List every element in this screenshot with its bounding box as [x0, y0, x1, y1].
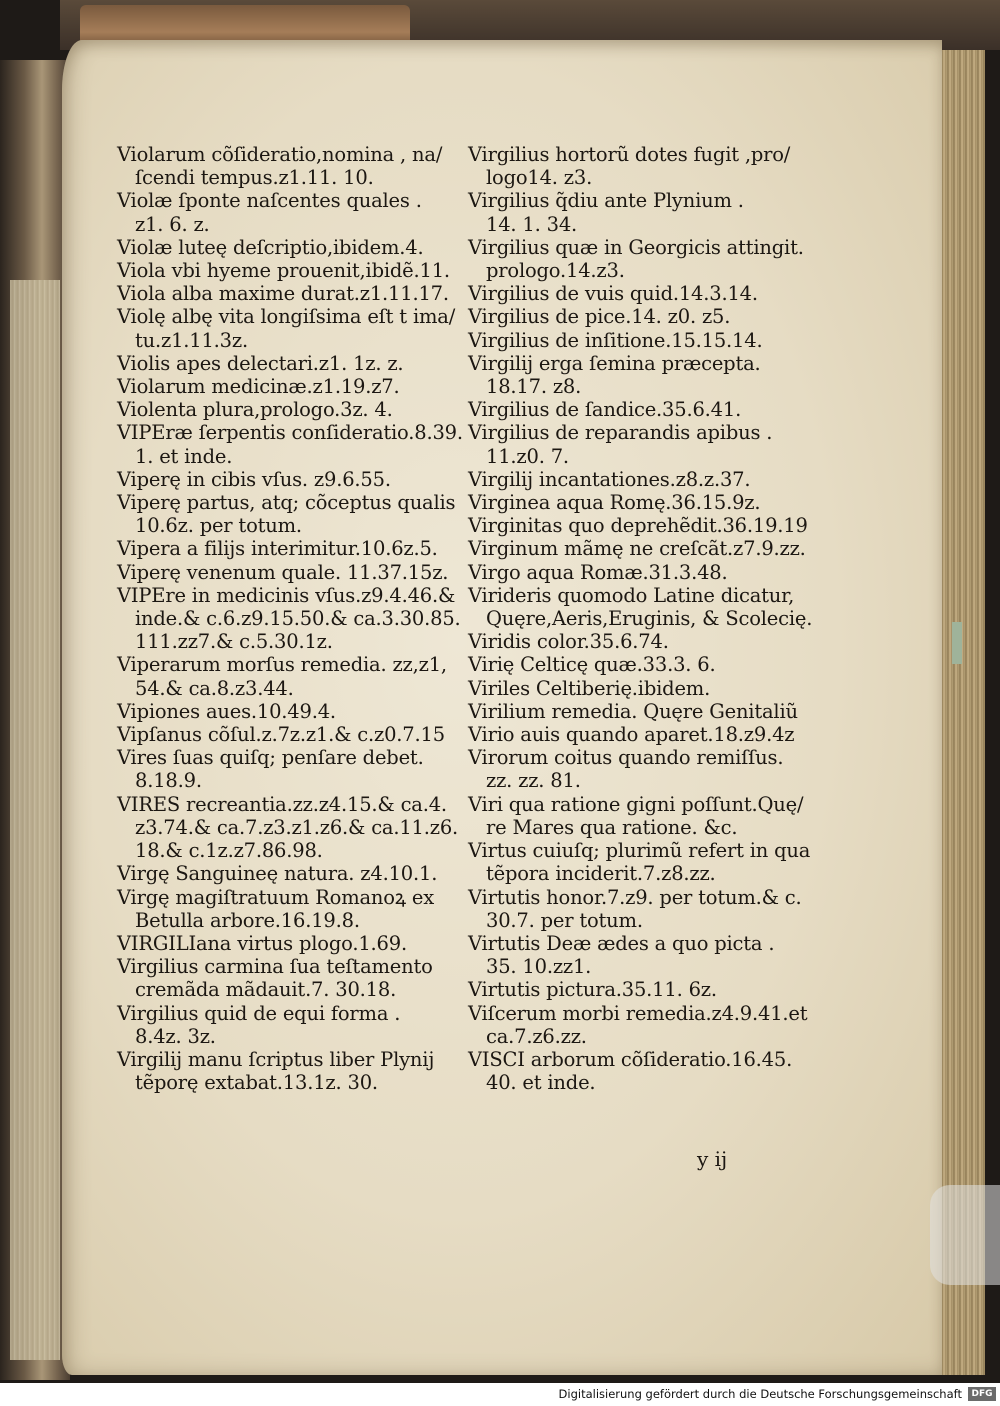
- index-entry: [468, 305, 808, 328]
- entry-headline: Virgilij erga ſemina præcepta.: [468, 351, 761, 375]
- index-entry: [117, 653, 457, 699]
- index-entry: [117, 886, 457, 932]
- index-entry: [117, 583, 461, 654]
- index-entry: [468, 978, 808, 1001]
- entry-headline: Virilium remedia. Quęre Genitaliũ: [468, 699, 798, 723]
- entry-continuation: 35. 10.zz1.: [486, 955, 592, 979]
- index-entry: [117, 746, 457, 792]
- index-entry: [468, 1048, 808, 1094]
- entry-continuation: cremãda mãdauit.7. 30.18.: [135, 978, 397, 1002]
- entry-headline: Violenta plura,prologo.3z. 4.: [117, 398, 393, 422]
- index-entry: [117, 282, 457, 305]
- entry-headline: Virgilius de vuis quid.14.3.14.: [468, 282, 758, 306]
- index-entry: [468, 839, 811, 886]
- entry-continuation: Quęre,Aeris,Eruginis, & Scolecię.: [486, 607, 813, 631]
- index-entry: [117, 143, 457, 189]
- index-entry: [117, 398, 457, 421]
- index-entry: [117, 259, 457, 282]
- entry-continuation: Betulla arbore.16.19.8.: [135, 908, 360, 932]
- entry-continuation: 8.18.9.: [135, 769, 202, 793]
- entry-headline: Virorum coitus quando remiſſus.: [468, 746, 784, 770]
- entry-headline: Virgilius carmina ſua teſtamento: [117, 955, 433, 979]
- index-entry: [468, 491, 808, 514]
- entry-continuation: ca.7.z6.zz.: [486, 1024, 587, 1048]
- entry-continuation: logo14. z3.: [486, 166, 593, 190]
- entry-continuation: zz. zz. 81.: [486, 769, 581, 793]
- signature-mark: y ij: [697, 1147, 728, 1171]
- entry-headline: Viperę venenum quale. 11.37.15z.: [117, 560, 449, 584]
- index-entry: [117, 561, 457, 584]
- entry-headline: Virgilius de inſitione.15.15.14.: [468, 328, 763, 352]
- index-entry: [468, 329, 808, 352]
- entry-headline: VISCI arborum cõſideratio.16.45.: [468, 1047, 793, 1071]
- entry-headline: Virgilius quæ in Georgicis attingit.: [468, 235, 804, 259]
- index-entry: [117, 189, 457, 235]
- index-entry: [468, 1002, 808, 1048]
- entry-headline: Virgę Sanguineę natura. z4.10.1.: [117, 862, 438, 886]
- entry-headline: Violarum medicinæ.z1.19.z7.: [117, 375, 400, 399]
- entry-continuation: z3.74.& ca.7.z3.z1.z6.& ca.11.z6.: [135, 815, 459, 839]
- index-column-right: [468, 143, 813, 1095]
- index-entry: [117, 1048, 457, 1094]
- index-entry: [468, 723, 808, 746]
- entry-headline: Virgilij manu ſcriptus liber Plynij: [117, 1047, 435, 1071]
- index-entry: [468, 677, 808, 700]
- entry-headline: Virgilius de ſandice.35.6.41.: [468, 398, 742, 422]
- entry-headline: Virtutis honor.7.z9. per totum.& c.: [468, 885, 802, 909]
- entry-headline: Virtutis Deæ ædes a quo picta .: [468, 931, 775, 955]
- entry-headline: Virgilius de pice.14. z0. z5.: [468, 305, 731, 329]
- dfg-logo: DFG: [968, 1387, 996, 1401]
- right-page-stack: [940, 50, 985, 1375]
- entry-headline: Viſcerum morbi remedia.z4.9.41.et: [468, 1001, 808, 1025]
- entry-headline: VIPEræ ſerpentis conſideratio.8.39.: [117, 421, 463, 445]
- index-entry: [468, 282, 808, 305]
- entry-continuation: 11.z0. 7.: [486, 444, 569, 468]
- entry-headline: Virgilius q̃diu ante Plynium .: [468, 189, 744, 213]
- index-entry: [468, 793, 808, 839]
- index-column-left: [117, 143, 463, 1095]
- index-entry: [468, 886, 808, 932]
- entry-headline: Viperę partus, atq; cõceptus qualis: [117, 491, 456, 515]
- entry-continuation: inde.& c.6.z9.15.50.& ca.3.30.85.: [135, 607, 461, 631]
- entry-headline: VIRGILIana virtus plogo.1.69.: [117, 931, 407, 955]
- entry-headline: Virtus cuiuſq; plurimũ refert in qua: [468, 839, 811, 863]
- entry-continuation: ſcendi tempus.z1.11. 10.: [135, 166, 374, 190]
- index-entry: [468, 514, 808, 537]
- entry-headline: Viola alba maxime durat.z1.11.17.: [117, 282, 449, 306]
- entry-headline: Virginitas quo deprehẽdit.36.19.19: [468, 514, 808, 538]
- index-entry: [117, 1002, 457, 1048]
- page-clip: [930, 1185, 1000, 1285]
- entry-continuation: 18.17. z8.: [486, 375, 582, 399]
- left-page-stack: [10, 280, 60, 1360]
- entry-headline: Violarum cõſideratio,nomina , na/: [117, 143, 443, 166]
- index-entry: [468, 537, 808, 560]
- index-entry: [117, 236, 457, 259]
- index-entry: [468, 653, 808, 676]
- funding-notice: Digitalisierung gefördert durch die Deutsche Forschungsgemeinschaft: [558, 1387, 962, 1401]
- index-entry: [468, 143, 808, 189]
- entry-headline: Vires ſuas quiſq; penſare debet.: [117, 746, 424, 770]
- index-entry: [117, 375, 457, 398]
- entry-headline: VIRES recreantia.zz.z4.15.& ca.4.: [117, 792, 447, 816]
- page-tab-marker: [952, 622, 962, 664]
- entry-headline: Viola vbi hyeme prouenit,ibidẽ.11.: [117, 259, 450, 283]
- index-entry: [117, 723, 457, 746]
- entry-continuation: 40. et inde.: [486, 1071, 596, 1095]
- index-entry: [468, 398, 808, 421]
- index-entry: [468, 236, 808, 282]
- entry-continuation: re Mares qua ratione. &c.: [486, 815, 738, 839]
- index-entry: [117, 305, 457, 351]
- index-entry: [468, 746, 808, 792]
- index-entry: [468, 189, 808, 235]
- footer-bar: [0, 1383, 1000, 1406]
- index-entry: [117, 491, 457, 537]
- entry-continuation: 8.4z. 3z.: [135, 1024, 216, 1048]
- entry-headline: Virgilius hortorũ dotes fugit ,pro/: [468, 143, 791, 166]
- entry-headline: Viriles Celtiberię.ibidem.: [468, 676, 711, 700]
- index-entry: [117, 955, 457, 1001]
- entry-headline: VIPEre in medicinis vſus.z9.4.46.&: [117, 583, 456, 607]
- entry-continuation: tẽporę extabat.13.1z. 30.: [135, 1071, 378, 1095]
- entry-headline: Violę albę vita longiſsima eſt t ima/: [117, 305, 456, 329]
- entry-headline: Virgo aqua Romæ.31.3.48.: [468, 560, 728, 584]
- index-entry: [468, 583, 813, 631]
- entry-headline: Virgilius quid de equi forma .: [117, 1001, 401, 1025]
- index-entry: [468, 932, 808, 978]
- entry-continuation: 14. 1. 34.: [486, 212, 578, 236]
- entry-continuation: 30.7. per totum.: [486, 908, 643, 932]
- index-entry: [117, 862, 457, 885]
- entry-continuation: tu.z1.11.3z.: [135, 328, 248, 352]
- entry-headline: Virideris quomodo Latine dicatur,: [468, 583, 795, 607]
- entry-headline: Vipera a filijs interimitur.10.6z.5.: [117, 537, 438, 561]
- index-entry: [117, 700, 457, 723]
- index-entry: [468, 421, 808, 467]
- index-entry: [468, 561, 808, 584]
- index-entry: [117, 537, 457, 560]
- entry-continuation: 1. et inde.: [135, 444, 233, 468]
- index-entry: [468, 352, 808, 398]
- entry-continuation: 111.zz7.& c.5.30.1z.: [135, 630, 333, 654]
- entry-headline: Violæ luteę deſcriptio,ibidem.4.: [117, 235, 424, 259]
- entry-headline: Viperę in cibis vſus. z9.6.55.: [117, 467, 391, 491]
- entry-headline: Violis apes delectari.z1. 1z. z.: [117, 351, 404, 375]
- entry-headline: Vipiones aues.10.49.4.: [117, 699, 336, 723]
- entry-headline: Virio auis quando aparet.18.z9.4z: [468, 723, 795, 747]
- entry-continuation: 10.6z. per totum.: [135, 514, 302, 538]
- entry-continuation: tẽpora inciderit.7.z8.zz.: [486, 862, 716, 886]
- index-entry: [468, 700, 808, 723]
- entry-continuation: 18.& c.1z.z7.86.98.: [135, 839, 323, 863]
- index-entry: [117, 421, 463, 468]
- entry-headline: Virgilius de reparandis apibus .: [468, 421, 773, 445]
- index-entry: [468, 630, 808, 653]
- entry-headline: Virię Celticę quæ.33.3. 6.: [468, 653, 716, 677]
- entry-headline: Virtutis pictura.35.11. 6z.: [468, 978, 717, 1002]
- entry-continuation: 54.& ca.8.z3.44.: [135, 676, 294, 700]
- entry-headline: Virginum mãmę ne creſcãt.z7.9.zz.: [468, 537, 806, 561]
- index-entry: [117, 932, 457, 955]
- entry-headline: Viridis color.35.6.74.: [468, 630, 669, 654]
- index-entry: [117, 793, 457, 863]
- index-entry: [117, 468, 457, 491]
- entry-headline: Viperarum morſus remedia. zz,z1,: [117, 653, 447, 677]
- entry-continuation: z1. 6. z.: [135, 212, 210, 236]
- entry-continuation: prologo.14.z3.: [486, 259, 625, 283]
- index-entry: [468, 468, 808, 491]
- entry-headline: Violæ ſponte naſcentes quales .: [117, 189, 422, 213]
- index-entry: [117, 352, 457, 375]
- entry-headline: Virgilij incantationes.z8.z.37.: [468, 467, 751, 491]
- entry-headline: Virginea aqua Romę.36.15.9z.: [468, 491, 761, 515]
- entry-headline: Virgę magiſtratuum Romanoꝝ ex: [117, 885, 435, 909]
- entry-headline: Viri qua ratione gigni poſſunt.Quę/: [468, 792, 804, 816]
- entry-headline: Vipſanus cõſul.z.7z.z1.& c.z0.7.15: [117, 723, 445, 747]
